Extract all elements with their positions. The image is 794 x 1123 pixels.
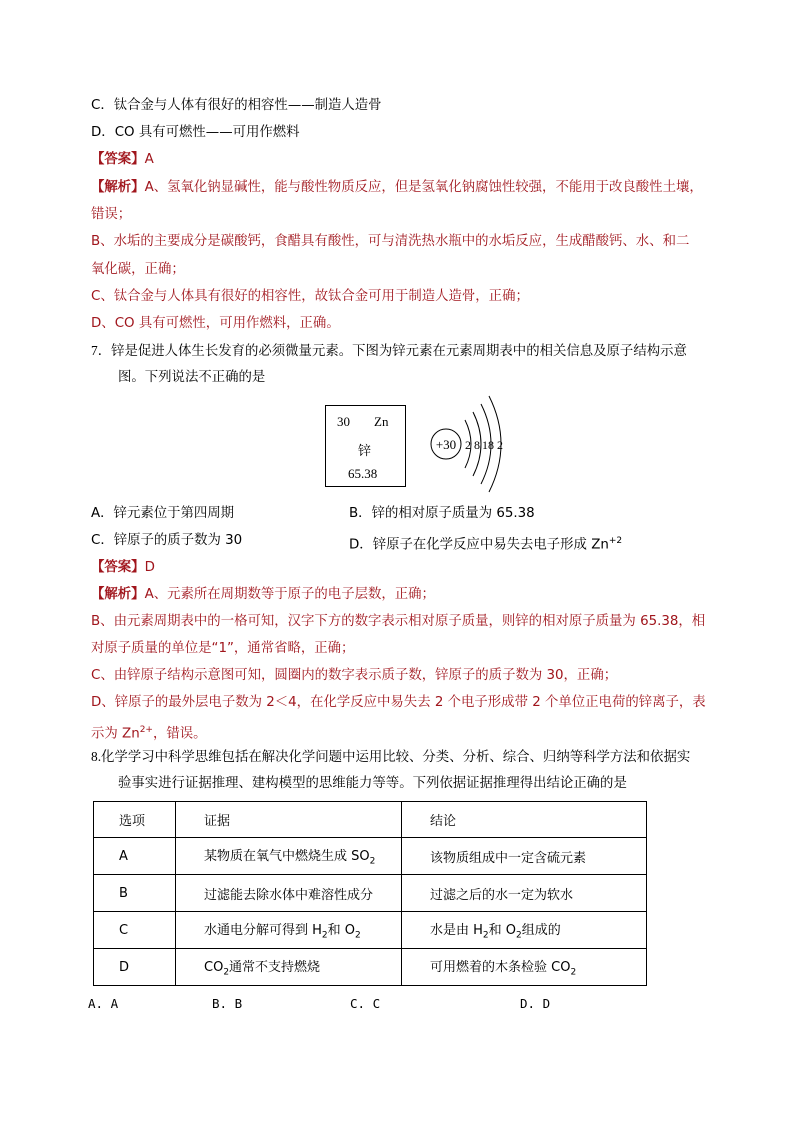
- q6-analysis-d: D、CO 具有可燃性，可用作燃料，正确。: [91, 316, 340, 331]
- q8-stem-line2: 验事实进行证据推理、建构模型的思维能力等等。下列依据证据推理得出结论正确的是: [118, 776, 627, 791]
- table-row: [94, 949, 647, 986]
- row-option: D: [94, 949, 176, 986]
- conclusion-text-mid: 和 O: [488, 923, 517, 939]
- q7-option-b: B．锌的相对原子质量为 65.38: [349, 506, 535, 521]
- analysis-text: 示为 Zn: [91, 726, 140, 742]
- evidence-text: CO: [204, 960, 224, 976]
- periodic-table-cell: [325, 405, 406, 487]
- question-stem: 化学学习中科学思维包括在解决化学问题中运用比较、分类、分析、综合、归纳等科学方法和依据实: [101, 750, 691, 765]
- answer-tag: 【答案】: [91, 152, 145, 167]
- analysis-text-end: ，错误。: [152, 726, 207, 742]
- header-conclusion: 结论: [402, 802, 647, 838]
- nucleus-charge: +30: [435, 437, 457, 452]
- q6-analysis-a1: [91, 179, 703, 197]
- q6-analysis-a2: 错误；: [91, 207, 132, 222]
- q8-choice-d[interactable]: D. D: [520, 996, 551, 1011]
- question-number: 8.: [91, 749, 102, 764]
- header-option: 选项: [94, 802, 176, 838]
- row-evidence: [176, 838, 402, 875]
- q6-analysis-b1: B、水垢的主要成分是碳酸钙，食醋具有酸性，可与清洗热水瓶中的水垢反应，生成醋酸钙、水、和二: [91, 234, 690, 249]
- shell-electrons-2: 8: [474, 438, 480, 452]
- analysis-text: A、氢氧化钠显碱性，能与酸性物质反应，但是氢氧化钠腐蚀性较强，不能用于改良酸性土壤，: [144, 180, 703, 195]
- analysis-text: A、元素所在周期数等于原子的电子层数，正确；: [144, 587, 435, 602]
- shell-electrons-3: 18: [482, 438, 494, 452]
- subscript: 2: [570, 967, 577, 978]
- table-row: [94, 912, 647, 949]
- evidence-text: 水通电分解可得到 H: [204, 923, 322, 939]
- atomic-mass: 65.38: [348, 466, 378, 481]
- q8-choice-b[interactable]: B. B: [212, 996, 243, 1011]
- row-evidence: [176, 912, 402, 949]
- q8-stem-line1: [91, 748, 690, 767]
- q7-analysis-b1: B、由元素周期表中的一格可知，汉字下方的数字表示相对原子质量，则锌的相对原子质量为 65.38，相: [91, 614, 706, 629]
- conclusion-text-end: 组成的: [521, 923, 561, 939]
- table-row: [94, 875, 647, 912]
- q8-choice-c[interactable]: C. C: [350, 996, 381, 1011]
- q7-option-d: [349, 532, 622, 554]
- question-number: 7．: [91, 343, 112, 358]
- table-row: [94, 838, 647, 875]
- row-conclusion: 该物质组成中一定含硫元素: [402, 838, 647, 875]
- row-conclusion: 过滤之后的水一定为软水: [402, 875, 647, 912]
- q7-option-a: A．锌元素位于第四周期: [91, 506, 235, 521]
- q7-analysis-d2: [91, 721, 207, 743]
- analysis-tag: 【解析】: [91, 587, 145, 602]
- q7-analysis-c: C、由锌原子结构示意图可知，圆圈内的数字表示质子数，锌原子的质子数为 30，正确；: [91, 668, 618, 683]
- subscript: 2: [223, 967, 230, 978]
- shell-electrons-4: 2: [497, 438, 503, 452]
- evidence-text-mid: 和 O: [327, 923, 356, 939]
- option-text: D．锌原子在化学反应中易失去电子形成 Zn: [349, 537, 609, 553]
- subscript: 2: [369, 856, 376, 867]
- q7-analysis-b2: 对原子质量的单位是“1”，通常省略，正确；: [91, 641, 355, 656]
- ion-charge: 2+: [139, 725, 153, 735]
- subscript: 2: [321, 930, 328, 941]
- answer-value: D: [144, 560, 155, 575]
- table-header-row: [94, 802, 647, 838]
- q7-stem-line1: [91, 342, 687, 361]
- conclusion-text: 水是由 H: [430, 923, 483, 939]
- subscript: 2: [516, 930, 522, 941]
- q7-stem-line2: 图。下列说法不正确的是: [118, 370, 266, 385]
- q6-option-c: C．钛合金与人体有很好的相容性——制造人造骨: [91, 98, 382, 113]
- row-option: C: [94, 912, 176, 949]
- q7-analysis-d1: D、锌原子的最外层电子数为 2＜4，在化学反应中易失去 2 个电子形成带 2 个单位正电荷的锌离子，表: [91, 695, 706, 710]
- question-stem: 锌是促进人体生长发育的必须微量元素。下图为锌元素在元素周期表中的相关信息及原子结构示意: [111, 344, 687, 359]
- element-name: 锌: [358, 444, 372, 459]
- ion-charge: +2: [608, 536, 623, 546]
- row-conclusion: [402, 949, 647, 986]
- header-evidence: 证据: [176, 802, 402, 838]
- q6-analysis-c: C、钛合金与人体具有很好的相容性，故钛合金可用于制造人造骨，正确；: [91, 289, 529, 304]
- subscript: 2: [355, 930, 361, 941]
- q7-analysis-a: [91, 586, 435, 604]
- row-conclusion: [402, 912, 647, 949]
- subscript: 2: [482, 930, 489, 941]
- conclusion-text: 可用燃着的木条检验 CO: [430, 960, 571, 976]
- analysis-tag: 【解析】: [91, 180, 145, 195]
- evidence-text: 某物质在氧气中燃烧生成 SO: [204, 849, 370, 865]
- answer-tag: 【答案】: [91, 560, 145, 575]
- element-symbol: Zn: [374, 414, 389, 429]
- q6-option-d: D．CO 具有可燃性——可用作燃料: [91, 125, 300, 140]
- row-evidence: [176, 949, 402, 986]
- shell-electrons-1: 2: [465, 438, 471, 452]
- row-option: A: [94, 838, 176, 875]
- row-option: B: [94, 875, 176, 912]
- row-evidence: 过滤能去除水体中难溶性成分: [176, 875, 402, 912]
- answer-value: A: [144, 152, 154, 167]
- q6-answer: [91, 151, 154, 169]
- evidence-table: [93, 801, 647, 986]
- q7-answer: [91, 559, 155, 577]
- evidence-text-mid: 通常不支持燃烧: [229, 960, 321, 976]
- q7-option-c: C．锌原子的质子数为 30: [91, 533, 243, 548]
- q6-analysis-b2: 氧化碳，正确；: [91, 262, 185, 277]
- q8-choice-a[interactable]: A. A: [88, 996, 119, 1011]
- atomic-structure-diagram: [425, 392, 515, 497]
- atomic-number: 30: [337, 414, 350, 429]
